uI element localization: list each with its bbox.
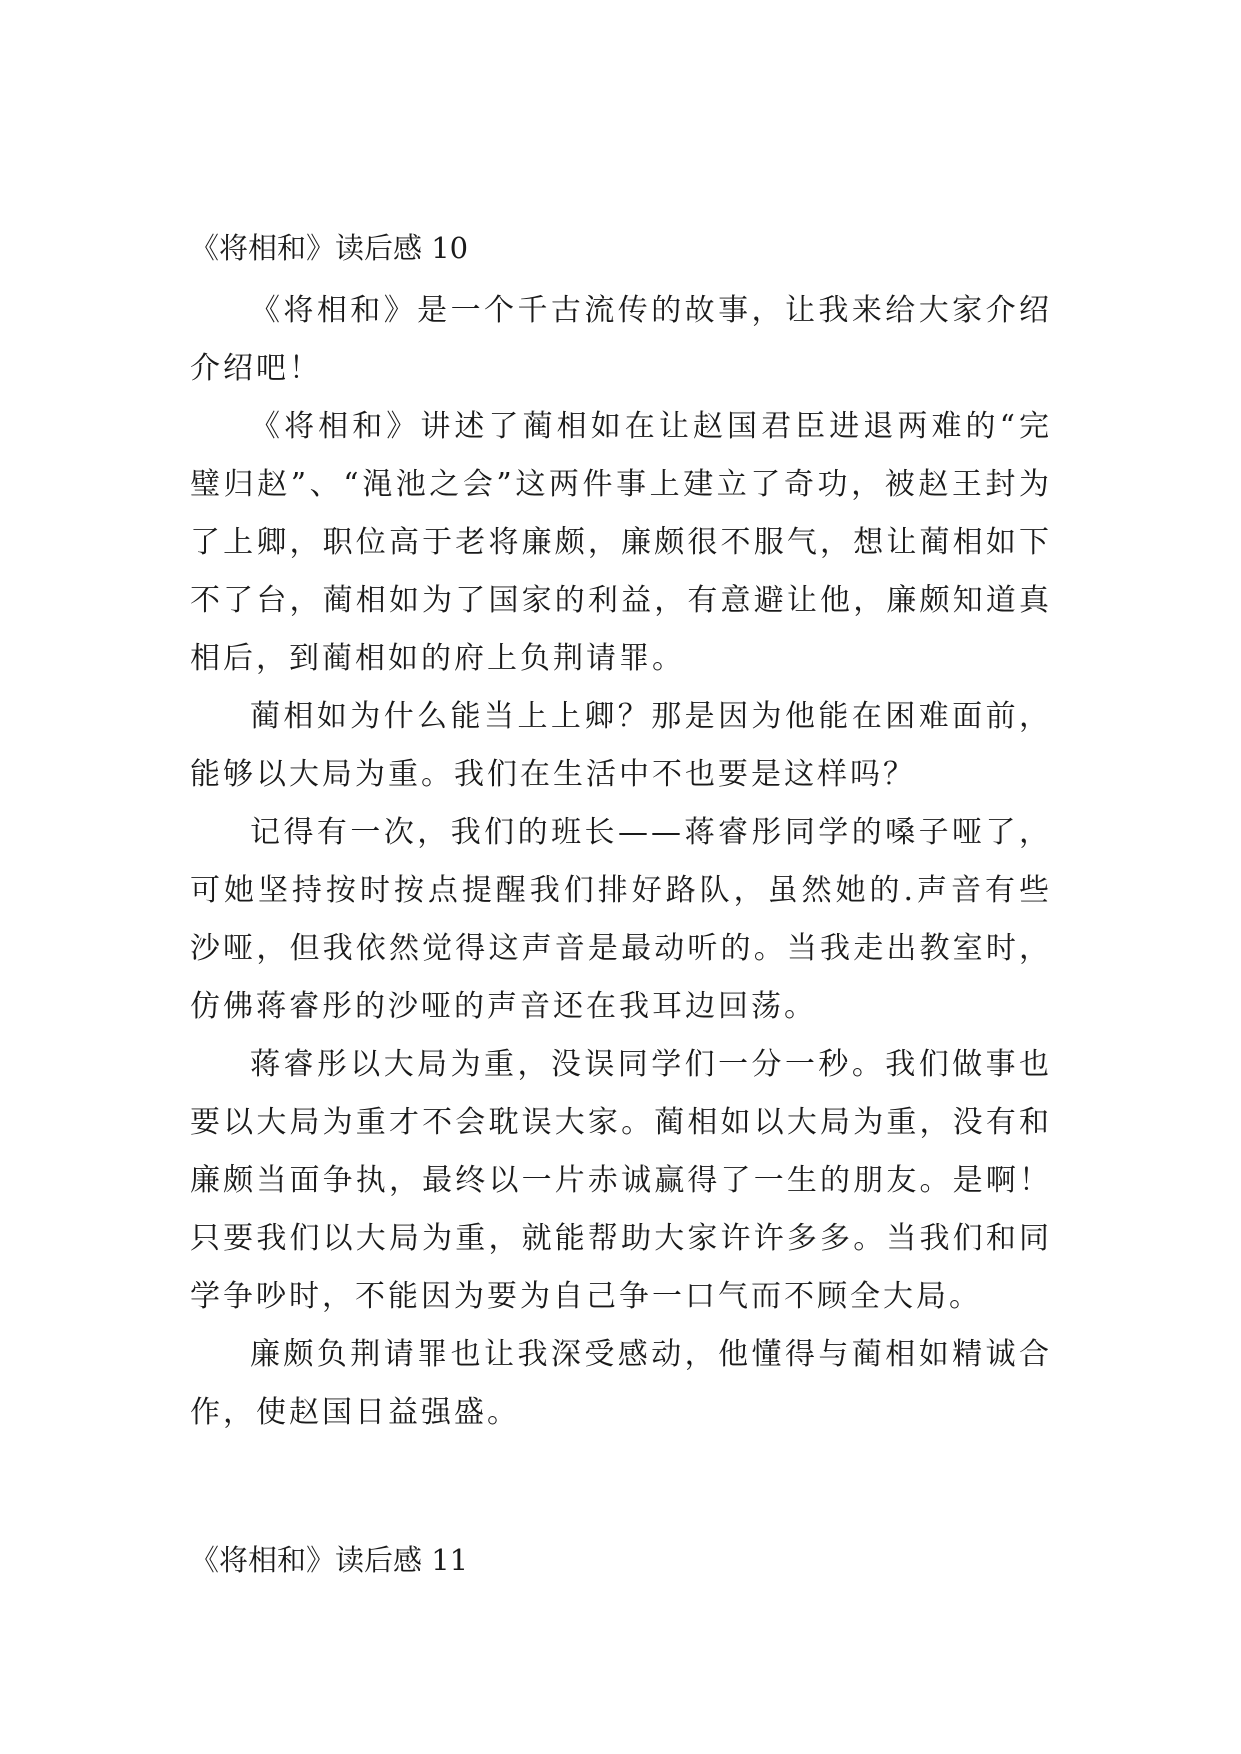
paragraph: 《将相和》是一个千古流传的故事，让我来给大家介绍介绍吧！ xyxy=(190,293,1052,386)
paragraph: 《将相和》讲述了蔺相如在让赵国君臣进退两难的“完璧归赵”、“渑池之会”这两件事上建立了奇功，被赵王封为了上卿，职位高于老将廉颇，廉颇很不服气，想让蔺相如下不了台，蔺相如为了国家的利益，有意避让他，廉颇知道真相后，到蔺相如的府上负荆请罪。 xyxy=(190,409,1052,676)
paragraph: 记得有一次，我们的班长——蒋睿彤同学的嗓子哑了，可她坚持按时按点提醒我们排好路队，虽然她的.声音有些沙哑，但我依然觉得这声音是最动听的。当我走出教室时，仿佛蒋睿彤的沙哑的声音还在我耳边回荡。 xyxy=(190,815,1052,1024)
paragraph: 廉颇负荆请罪也让我深受感动，他懂得与蔺相如精诚合作，使赵国日益强盛。 xyxy=(190,1337,1052,1430)
paragraph: 蔺相如为什么能当上上卿？那是因为他能在困难面前，能够以大局为重。我们在生活中不也要是这样吗？ xyxy=(190,699,1052,792)
paragraph: 蒋睿彤以大局为重，没误同学们一分一秒。我们做事也要以大局为重才不会耽误大家。蔺相如以大局为重，没有和廉颇当面争执，最终以一片赤诚赢得了一生的朋友。是啊！只要我们以大局为重，就能帮助大家许许多多。当我们和同学争吵时，不能因为要为自己争一口气而不顾全大局。 xyxy=(190,1047,1052,1314)
section-title: 《将相和》读后感 11 xyxy=(190,1543,469,1577)
section-body xyxy=(190,282,1052,1442)
section-title: 《将相和》读后感 10 xyxy=(190,231,469,265)
